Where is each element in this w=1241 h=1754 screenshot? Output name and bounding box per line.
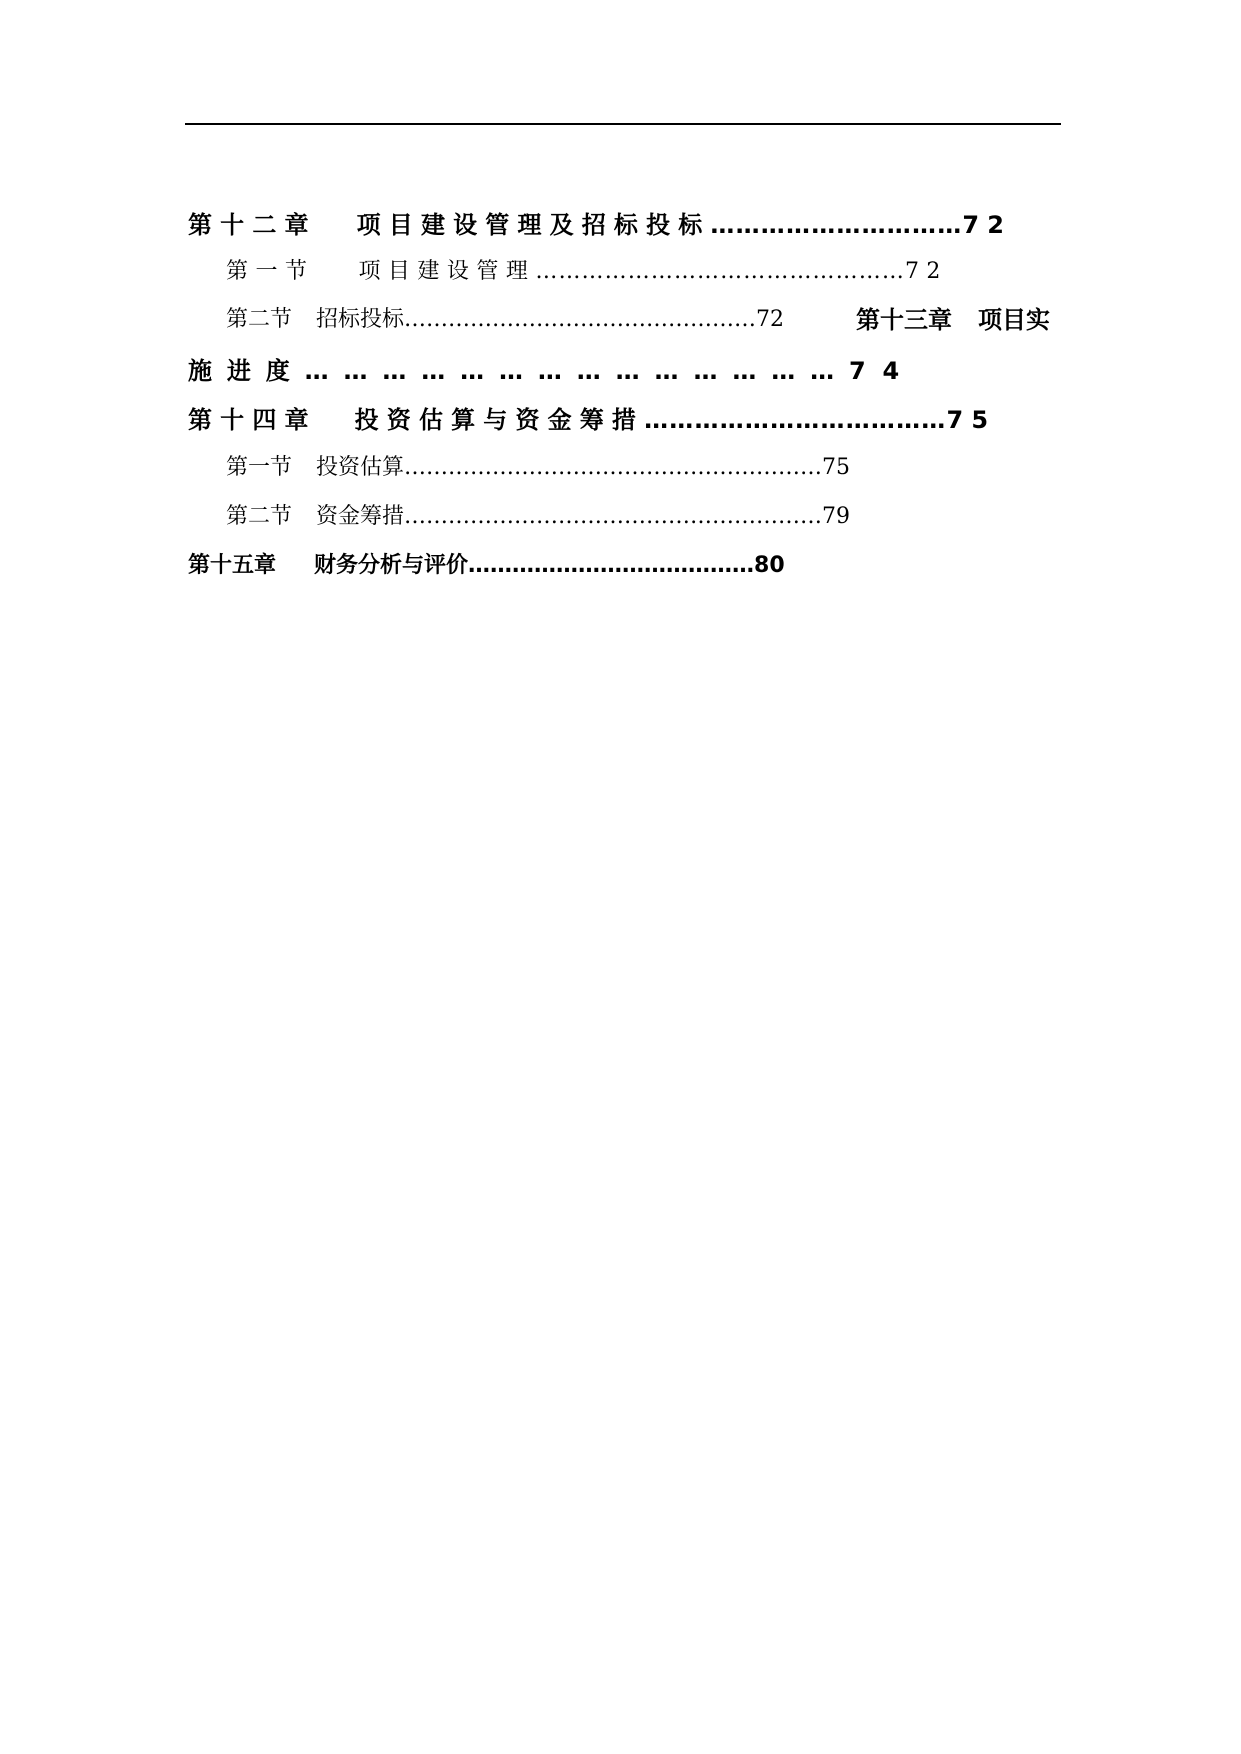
toc-entry-section-12-1[interactable] (226, 255, 948, 289)
toc-entry-section-14-2[interactable] (226, 500, 850, 534)
page-number: 75 (822, 455, 851, 480)
section-title: 资金筹措 (316, 504, 405, 529)
dot-leader: ………………………………… (468, 553, 755, 578)
chapter-label: 第十四章 (188, 406, 317, 434)
chapter-label: 第十五章 (188, 553, 277, 578)
dot-leader: ………………………………………………… (404, 455, 823, 480)
chapter-label: 第十二章 (188, 211, 317, 239)
section-label: 第二节 (226, 307, 293, 332)
header-rule (185, 123, 1061, 125)
chapter-title: 投资估算与资金筹措 (354, 406, 645, 434)
section-title: 投资估算 (316, 455, 405, 480)
toc-entry-chapter-12[interactable] (188, 208, 1012, 242)
dot-leader: ……………………………… (644, 406, 947, 434)
dot-leader: …………………………………… (304, 357, 849, 385)
page-number: 72 (756, 307, 785, 332)
toc-entry-chapter-13-continued[interactable] (188, 354, 916, 388)
toc-entry-section-14-1[interactable] (226, 451, 850, 485)
section-label: 第一节 (226, 259, 315, 284)
dot-leader: ………………………………………… (535, 259, 905, 284)
chapter-title: 财务分析与评价 (314, 553, 469, 578)
section-label: 第一节 (226, 455, 293, 480)
chapter-title-part1: 项目实 (978, 306, 1050, 334)
page-number: 80 (754, 553, 785, 578)
page-number: 72 (904, 259, 948, 284)
page-number: 75 (946, 406, 997, 434)
dot-leader: ………………………………………… (404, 307, 757, 332)
chapter-title-part2: 施进度 (188, 357, 305, 385)
toc-entry-chapter-14[interactable] (188, 403, 996, 437)
page-number: 72 (962, 211, 1013, 239)
toc-entry-section-12-2[interactable] (226, 303, 784, 337)
toc-entry-chapter-15[interactable] (188, 549, 785, 583)
section-title: 招标投标 (316, 307, 405, 332)
page-number: 79 (822, 504, 851, 529)
toc-entry-chapter-13-start[interactable] (856, 303, 1050, 337)
section-label: 第二节 (226, 504, 293, 529)
dot-leader: ………………………………………………… (404, 504, 823, 529)
chapter-label: 第十三章 (856, 306, 952, 334)
dot-leader: ………………………… (710, 211, 963, 239)
page-number: 74 (848, 357, 916, 385)
section-title: 项目建设管理 (358, 259, 536, 284)
chapter-title: 项目建设管理及招标投标 (356, 211, 711, 239)
